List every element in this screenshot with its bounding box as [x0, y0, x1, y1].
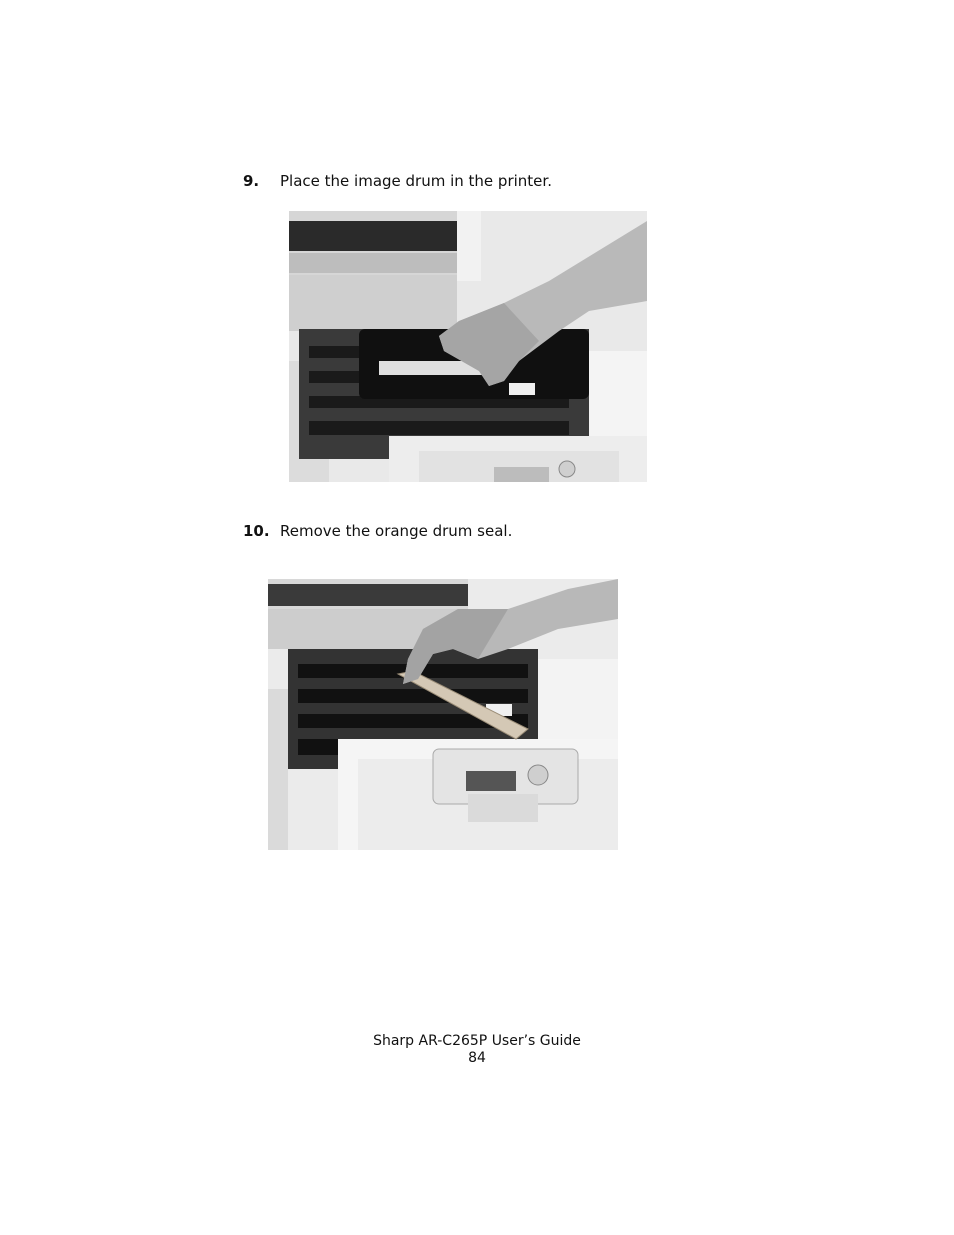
step-text: Remove the orange drum seal. [280, 522, 513, 540]
step-number: 9. [243, 172, 260, 190]
footer-guide-title: Sharp AR-C265P User’s Guide [373, 1033, 581, 1049]
photo-illustration [289, 211, 647, 482]
step-number: 10. [243, 522, 270, 540]
step-9 [243, 172, 552, 190]
step-text: Place the image drum in the printer. [280, 172, 552, 190]
photo-illustration [268, 579, 618, 850]
footer-page-number: 84 [468, 1050, 486, 1066]
drum-seal-removal-photo [268, 579, 618, 850]
printer-drum-insert-photo [289, 211, 647, 482]
step-10 [243, 522, 512, 540]
